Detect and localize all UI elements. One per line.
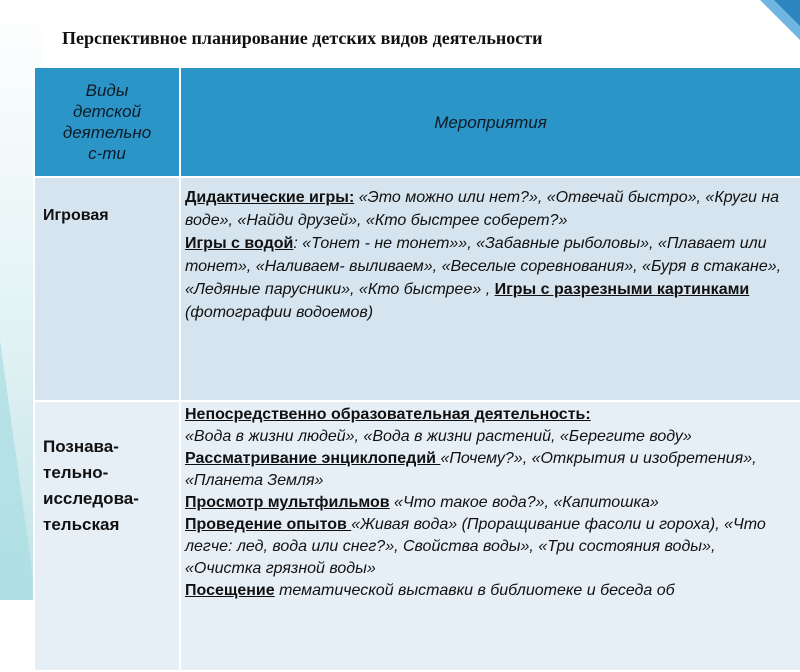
- activity-type-line: тельно-: [43, 463, 109, 482]
- event-text: «Почему?», «Открытия и изобретения», «Планета Земля»: [185, 450, 757, 489]
- event-text: «Живая вода» (Проращивание фасоли и гороха), «Что легче: лед, вода или снег?», Свойства воды», «Три состояния воды», «Очистка грязной воды»: [185, 516, 766, 577]
- event-heading: Посещение: [185, 582, 275, 599]
- event-line: [185, 580, 794, 602]
- header-col1-line: с-ти: [88, 144, 126, 163]
- event-line: [185, 232, 794, 324]
- page-title: Перспективное планирование детских видов деятельности: [62, 28, 543, 48]
- event-text: (фотографии водоемов): [185, 304, 374, 321]
- event-text: «Это можно или нет?», «Отвечай быстро», «Круги на воде», «Найди друзей», «Кто быстрее соберет?»: [185, 189, 780, 229]
- event-line: [185, 186, 794, 232]
- table-row: [34, 401, 800, 671]
- activity-type-line: исследова-: [43, 489, 139, 508]
- header-col1-line: Виды: [85, 81, 129, 100]
- events-cell: [180, 177, 800, 401]
- header-events: Мероприятия: [180, 67, 800, 177]
- planning-table: [33, 66, 800, 672]
- event-heading: Непосредственно образовательная деятельность:: [185, 406, 591, 423]
- event-line: [185, 448, 794, 492]
- event-text: «Вода в жизни людей», «Вода в жизни растений, «Берегите воду»: [185, 428, 692, 445]
- header-col1-line: деятельно: [62, 123, 152, 142]
- events-cell: [180, 401, 800, 671]
- event-line: [185, 492, 794, 514]
- event-text: тематической выставки в библиотеке и беседа об: [274, 582, 675, 599]
- event-line: [185, 514, 794, 580]
- event-heading: Проведение опытов: [185, 516, 352, 533]
- table-header-row: [34, 67, 800, 177]
- decorative-left-triangle: [0, 340, 36, 600]
- event-heading: Игры с разрезными картинками: [494, 281, 750, 298]
- event-line: [185, 426, 794, 448]
- event-heading: Дидактические игры:: [185, 189, 355, 206]
- activity-type-cell: [34, 401, 180, 671]
- activity-type-line: тельская: [43, 515, 120, 534]
- header-activity-types: [34, 67, 180, 177]
- event-text: : «Тонет - не тонет»», «Забавные рыболовы», «Плавает или тонет», «Наливаем- выливаем», «Веселые соревнования», «Буря в стакане», «Ледяные парусники», «Кто быстрее» ,: [185, 235, 782, 298]
- header-col1-line: детской: [72, 102, 142, 121]
- event-line: [185, 404, 794, 426]
- event-text: «Что такое вода?», «Капитошка»: [389, 494, 659, 511]
- event-heading: Просмотр мультфильмов: [185, 494, 390, 511]
- decorative-corner-triangle-inner: [774, 0, 800, 26]
- event-heading: Рассматривание энциклопедий: [185, 450, 441, 467]
- event-heading: Игры с водой: [185, 235, 294, 252]
- table-row: [34, 177, 800, 401]
- activity-type-cell: Игровая: [34, 177, 180, 401]
- activity-type-line: Познава-: [43, 437, 119, 456]
